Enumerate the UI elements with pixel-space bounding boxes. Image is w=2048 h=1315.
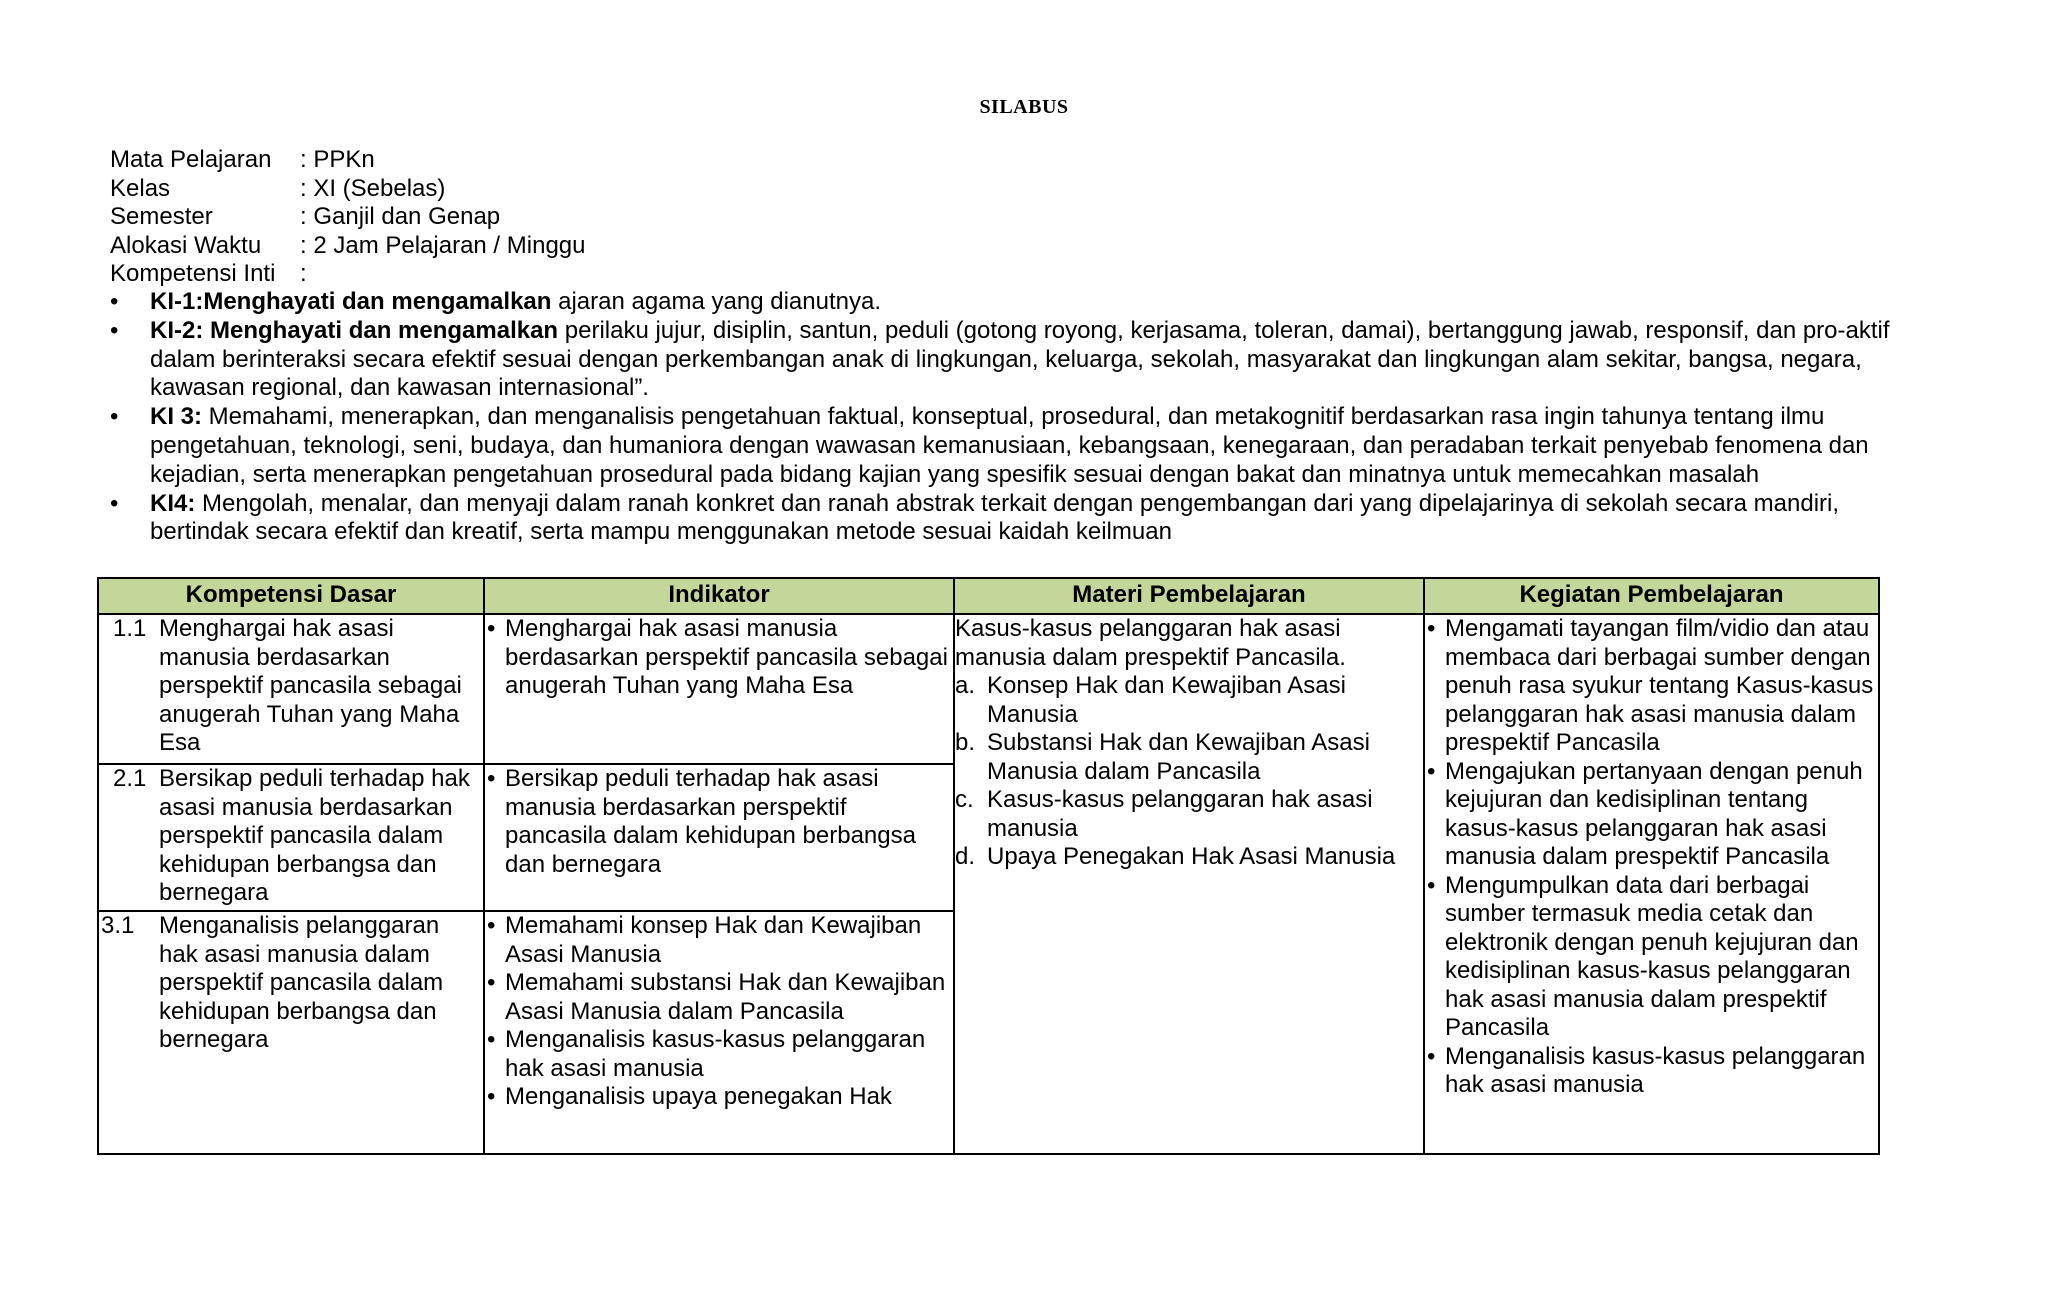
indikator-item: • Menganalisis upaya penegakan Hak bbox=[485, 1083, 953, 1112]
indikator-item: • Menghargai hak asasi manusia berdasarkan perspektif pancasila sebagai anugerah Tuhan yang Maha Esa bbox=[485, 615, 953, 701]
info-value: : Ganjil dan Genap bbox=[300, 203, 501, 230]
subject-info bbox=[110, 146, 585, 289]
materi-cell bbox=[954, 614, 1424, 1154]
core-competence-list bbox=[110, 288, 1940, 547]
ki-heading: KI-2: Menghayati dan mengamalkan bbox=[150, 316, 559, 344]
info-value: : XI (Sebelas) bbox=[300, 174, 446, 202]
ki-item bbox=[110, 288, 1940, 317]
kegiatan-item: • Mengamati tayangan film/vidio dan atau membaca dari berbagai sumber dengan penuh rasa syukur tentang Kasus-kasus pelanggaran hak asasi manusia dalam prespektif Pancasila bbox=[1425, 615, 1878, 758]
info-row-core-competence bbox=[110, 260, 585, 289]
bullet-icon: • bbox=[110, 489, 119, 517]
kd-text: Menghargai hak asasi manusia berdasarkan perspektif pancasila sebagai anugerah Tuhan yang Maha Esa bbox=[159, 615, 462, 756]
syllabus-table bbox=[97, 577, 1880, 1155]
info-value: : PPKn bbox=[300, 146, 375, 173]
kd-number: 1.1 bbox=[113, 615, 147, 642]
materi-item bbox=[955, 729, 1423, 786]
table-row bbox=[98, 614, 1879, 764]
materi-text: Substansi Hak dan Kewajiban Asasi Manusia dalam Pancasila bbox=[987, 729, 1370, 785]
kegiatan-item: • Menganalisis kasus-kasus pelanggaran hak asasi manusia bbox=[1425, 1043, 1878, 1100]
info-row-subject bbox=[110, 146, 585, 175]
info-label: Kelas bbox=[110, 174, 171, 202]
indikator-item: • Memahami konsep Hak dan Kewajiban Asasi Manusia bbox=[485, 912, 953, 969]
kd-cell bbox=[98, 614, 484, 764]
ki-item bbox=[110, 317, 1940, 403]
indikator-item: • Memahami substansi Hak dan Kewajiban Asasi Manusia dalam Pancasila bbox=[485, 969, 953, 1026]
materi-intro: Kasus-kasus pelanggaran hak asasi manusia dalam prespektif Pancasila. bbox=[955, 615, 1346, 671]
info-label: Kompetensi Inti bbox=[110, 260, 276, 287]
info-row-semester bbox=[110, 203, 585, 232]
page-title: SILABUS bbox=[979, 96, 1069, 118]
ki-text: Mengolah, menalar, dan menyaji dalam ranah konkret dan ranah abstrak terkait dengan pengembangan dari yang dipelajarinya di sekolah secara mandiri, bertindak secara efektif dan kreatif, serta mampu menggunakan metode sesuai kaidah keilmuan bbox=[150, 489, 1840, 546]
ki-heading: KI 3: bbox=[150, 403, 203, 431]
indikator-cell bbox=[484, 911, 954, 1154]
materi-letter: c. bbox=[955, 786, 974, 813]
info-value: : bbox=[300, 260, 307, 287]
materi-text: Konsep Hak dan Kewajiban Asasi Manusia bbox=[987, 672, 1346, 728]
info-value: : 2 Jam Pelajaran / Minggu bbox=[300, 231, 586, 259]
materi-letter: b. bbox=[955, 729, 976, 756]
ki-heading: KI-1:Menghayati dan mengamalkan bbox=[150, 288, 552, 315]
info-row-class bbox=[110, 175, 585, 204]
indikator-item: • Bersikap peduli terhadap hak asasi manusia berdasarkan perspektif pancasila dalam kehidupan berbangsa dan bernegara bbox=[485, 765, 953, 879]
indikator-item: • Menganalisis kasus-kasus pelanggaran hak asasi manusia bbox=[485, 1026, 953, 1083]
header-kegiatan: Kegiatan Pembelajaran bbox=[1424, 578, 1879, 614]
kd-text: Menganalisis pelanggaran hak asasi manusia dalam perspektif pancasila dalam kehidupan berbangsa dan bernegara bbox=[159, 912, 444, 1053]
materi-text: Kasus-kasus pelanggaran hak asasi manusia bbox=[987, 786, 1373, 842]
header-materi: Materi Pembelajaran bbox=[954, 578, 1424, 614]
info-label: Mata Pelajaran bbox=[110, 146, 272, 173]
materi-item bbox=[955, 843, 1423, 872]
ki-heading: KI4: bbox=[150, 489, 196, 517]
ki-text: perilaku jujur, disiplin, santun, peduli (gotong royong, kerjasama, toleran, damai), bertanggung jawab, responsif, dan pro-aktif dalam berinteraksi secara efektif sesuai dengan perkembangan anak di lingkungan, keluarga, sekolah, masyarakat dan lingkungan alam sekitar, bangsa, negara, kawasan regional, dan kawasan internasional”. bbox=[150, 316, 1890, 402]
bullet-icon: • bbox=[110, 403, 119, 431]
ki-item bbox=[110, 490, 1940, 548]
kd-cell bbox=[98, 764, 484, 911]
materi-item bbox=[955, 786, 1423, 843]
header-kompetensi-dasar: Kompetensi Dasar bbox=[98, 578, 484, 614]
indikator-cell bbox=[484, 764, 954, 911]
materi-text: Upaya Penegakan Hak Asasi Manusia bbox=[987, 843, 1396, 870]
syllabus-table-container bbox=[97, 577, 1878, 1155]
table-header-row bbox=[98, 578, 1879, 614]
materi-letter: d. bbox=[955, 843, 976, 870]
kd-number: 3.1 bbox=[101, 912, 135, 939]
ki-text: Memahami, menerapkan, dan menganalisis pengetahuan faktual, konseptual, prosedural, dan metakognitif berdasarkan rasa ingin tahunya tentang ilmu pengetahuan, teknologi, seni, budaya, dan humaniora dengan wawasan kemanusiaan, kebangsaan, kenegaraan, dan peradaban terkait penyebab fenomena dan kejadian, serta menerapkan pengetahuan prosedural pada bidang kajian yang spesifik sesuai dengan bakat dan minatnya untuk memecahkan masalah bbox=[150, 403, 1869, 488]
materi-item bbox=[955, 672, 1423, 729]
kegiatan-item: • Mengumpulkan data dari berbagai sumber termasuk media cetak dan elektronik dengan penuh kejujuran dan kedisiplinan kasus-kasus pelanggaran hak asasi manusia dalam prespektif Pancasila bbox=[1425, 872, 1878, 1043]
info-row-time-allocation bbox=[110, 232, 585, 261]
bullet-icon: • bbox=[110, 288, 119, 315]
kegiatan-item: • Mengajukan pertanyaan dengan penuh kejujuran dan kedisiplinan tentang kasus-kasus pelanggaran hak asasi manusia dalam prespektif Pancasila bbox=[1425, 758, 1878, 872]
indikator-cell bbox=[484, 614, 954, 764]
ki-text: ajaran agama yang dianutnya. bbox=[551, 288, 882, 315]
kd-cell bbox=[98, 911, 484, 1154]
kd-number: 2.1 bbox=[113, 765, 147, 792]
info-label: Semester bbox=[110, 203, 213, 230]
bullet-icon: • bbox=[110, 316, 119, 344]
materi-letter: a. bbox=[955, 672, 976, 699]
header-indikator: Indikator bbox=[484, 578, 954, 614]
info-label: Alokasi Waktu bbox=[110, 231, 262, 259]
kd-text: Bersikap peduli terhadap hak asasi manusia berdasarkan perspektif pancasila dalam kehidupan berbangsa dan bernegara bbox=[159, 765, 470, 906]
kegiatan-cell bbox=[1424, 614, 1879, 1154]
ki-item bbox=[110, 403, 1940, 489]
